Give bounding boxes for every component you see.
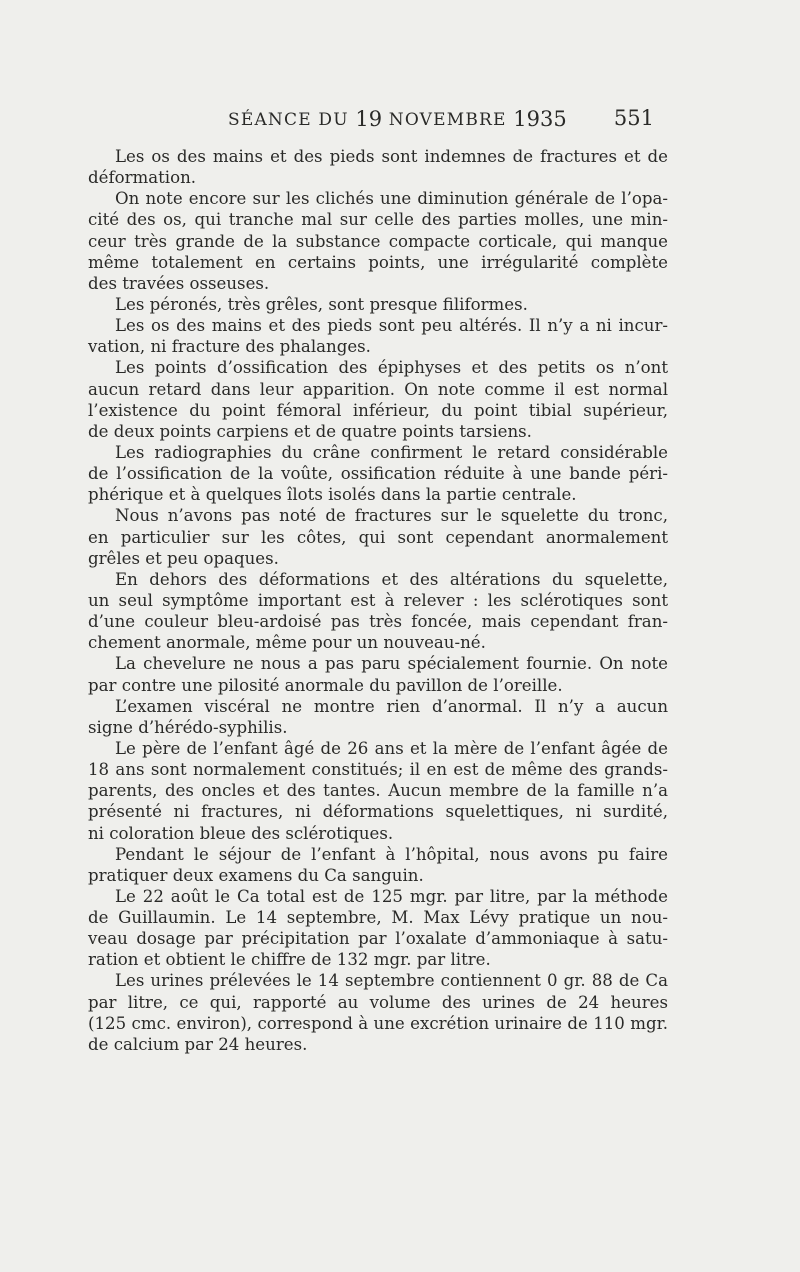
page-number: 551 bbox=[613, 106, 654, 130]
text-line: pratiquer deux examens du Ca sanguin. bbox=[88, 865, 424, 885]
text-line: même totalement en certains points, une irrégularité complète bbox=[88, 252, 668, 272]
paragraph bbox=[88, 696, 668, 738]
text-line: ration et obtient le chiffre de 132 mgr. par litre. bbox=[88, 950, 491, 970]
text-line: Pendant le séjour de l’enfant à l’hôpital, nous avons pu faire bbox=[115, 844, 668, 864]
running-head-year: 1935 bbox=[513, 107, 567, 131]
paragraph bbox=[88, 738, 668, 844]
paragraph bbox=[88, 505, 668, 568]
paragraph bbox=[88, 653, 668, 695]
paragraph bbox=[88, 357, 668, 442]
text-line: d’une couleur bleu-ardoisé pas très foncée, mais cependant fran- bbox=[88, 612, 668, 632]
text-line: par litre, ce qui, rapporté au volume des urines de 24 heures bbox=[88, 992, 668, 1012]
text-line: Les os des mains et des pieds sont indemnes de fractures et de bbox=[115, 147, 668, 166]
text-line: parents, des oncles et des tantes. Aucun membre de la famille n’a bbox=[88, 781, 668, 801]
text-line: signe d’hérédo-syphilis. bbox=[88, 717, 288, 737]
text-line: ceur très grande de la substance compacte corticale, qui manque bbox=[88, 231, 668, 251]
text-line: par contre une pilosité anormale du pavillon de l’oreille. bbox=[88, 675, 563, 695]
paragraph bbox=[88, 188, 668, 294]
paragraph bbox=[88, 886, 668, 971]
text-line: déformation. bbox=[88, 168, 197, 188]
text-line: On note encore sur les clichés une diminution générale de l’opa- bbox=[115, 189, 668, 209]
body-text bbox=[88, 146, 668, 1055]
text-line: vation, ni fracture des phalanges. bbox=[88, 337, 371, 357]
text-line: présenté ni fractures, ni déformations squelettiques, ni surdité, bbox=[88, 802, 668, 822]
paragraph bbox=[88, 844, 668, 886]
text-line: Les points d’ossification des épiphyses et des petits os n’ont bbox=[115, 358, 668, 378]
running-head-month: NOVEMBRE bbox=[388, 110, 507, 130]
text-line: ni coloration bleue des sclérotiques. bbox=[88, 823, 394, 843]
text-line: veau dosage par précipitation par l’oxalate d’ammoniaque à satu- bbox=[88, 929, 668, 949]
text-line: cité des os, qui tranche mal sur celle des parties molles, une min- bbox=[88, 210, 668, 230]
text-line: Nous n’avons pas noté de fractures sur le squelette du tronc, bbox=[115, 506, 668, 526]
text-line: aucun retard dans leur apparition. On note comme il est normal bbox=[88, 379, 668, 399]
running-head bbox=[228, 106, 567, 130]
running-head-seance: SÉANCE DU bbox=[228, 110, 349, 130]
text-line: 18 ans sont normalement constitués; il en est de même des grands- bbox=[88, 760, 668, 780]
text-line: (125 cmc. environ), correspond à une excrétion urinaire de 110 mgr. bbox=[88, 1013, 668, 1033]
running-head-day: 19 bbox=[355, 107, 383, 131]
paragraph bbox=[88, 315, 668, 357]
paragraph bbox=[88, 569, 668, 654]
text-line: Le 22 août le Ca total est de 125 mgr. par litre, par la méthode bbox=[115, 886, 668, 906]
text-line: Les péronés, très grêles, sont presque filiformes. bbox=[115, 294, 528, 314]
paragraph bbox=[88, 146, 668, 188]
text-line: de calcium par 24 heures. bbox=[88, 1034, 308, 1054]
text-line: en particulier sur les côtes, qui sont cependant anormalement bbox=[88, 527, 668, 547]
text-line: de Guillaumin. Le 14 septembre, M. Max Lévy pratique un nou- bbox=[88, 908, 668, 928]
text-line: L’examen viscéral ne montre rien d’anormal. Il n’y a aucun bbox=[115, 696, 668, 716]
text-line: un seul symptôme important est à relever : les sclérotiques sont bbox=[88, 590, 668, 610]
text-line: La chevelure ne nous a pas paru spécialement fournie. On note bbox=[115, 654, 668, 674]
text-line: grêles et peu opaques. bbox=[88, 548, 279, 568]
text-line: l’existence du point fémoral inférieur, du point tibial supérieur, bbox=[88, 400, 668, 420]
paragraph bbox=[88, 294, 668, 315]
text-line: des travées osseuses. bbox=[88, 273, 270, 293]
text-line: Les urines prélevées le 14 septembre contiennent 0 gr. 88 de Ca bbox=[115, 971, 668, 991]
text-line: chement anormale, même pour un nouveau-né. bbox=[88, 633, 486, 653]
text-line: de deux points carpiens et de quatre points tarsiens. bbox=[88, 421, 532, 441]
page-header bbox=[88, 106, 654, 136]
text-line: En dehors des déformations et des altérations du squelette, bbox=[115, 569, 668, 589]
text-line: de l’ossification de la voûte, ossification réduite à une bande péri- bbox=[88, 464, 668, 484]
paragraph bbox=[88, 442, 668, 505]
paragraph bbox=[88, 970, 668, 1055]
text-line: phérique et à quelques îlots isolés dans la partie centrale. bbox=[88, 485, 577, 505]
text-line: Les radiographies du crâne confirment le retard considérable bbox=[115, 442, 668, 462]
text-line: Le père de l’enfant âgé de 26 ans et la mère de l’enfant âgée de bbox=[115, 738, 668, 758]
text-line: Les os des mains et des pieds sont peu altérés. Il n’y a ni incur- bbox=[115, 316, 668, 336]
